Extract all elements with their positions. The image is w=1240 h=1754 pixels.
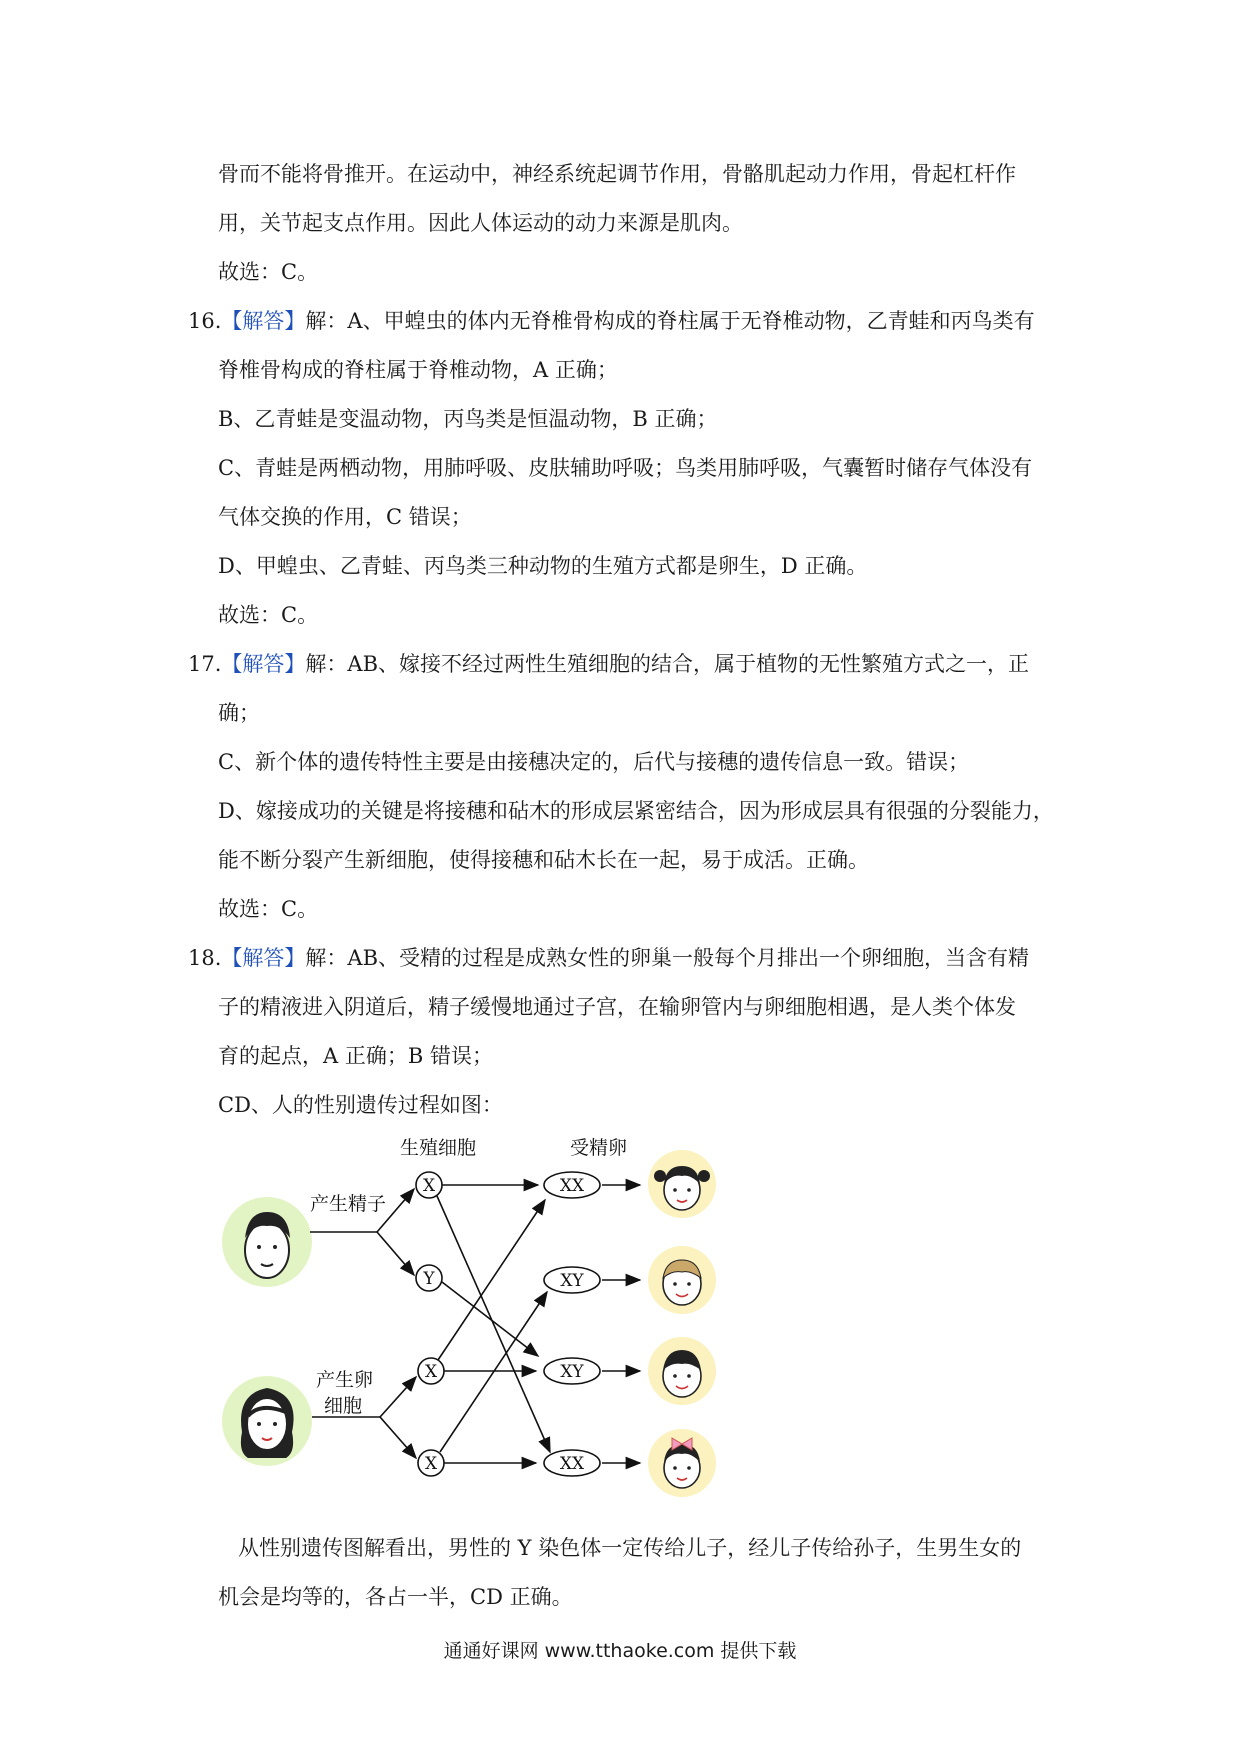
question-number: 18. bbox=[188, 946, 222, 970]
svg-text:XX: XX bbox=[559, 1176, 585, 1196]
answer-tag: 【解答】 bbox=[221, 309, 306, 333]
text-line: D、甲蝗虫、乙青蛙、丙鸟类三种动物的生殖方式都是卵生，D 正确。 bbox=[218, 554, 868, 578]
zygote-header: 受精卵 bbox=[570, 1137, 628, 1159]
text-line: 机会是均等的，各占一半，CD 正确。 bbox=[218, 1585, 573, 1609]
egg-cell-x bbox=[418, 1450, 444, 1476]
text-line: C、青蛙是两栖动物，用肺呼吸、皮肤辅助呼吸；鸟类用肺呼吸，气囊暂时储存气体没有 bbox=[218, 456, 1033, 480]
question-16-line bbox=[188, 307, 1035, 335]
question-17-line bbox=[188, 650, 1029, 678]
zygote-xx bbox=[544, 1172, 600, 1198]
text-line: 故选：C。 bbox=[218, 603, 319, 627]
text-line: B、乙青蛙是变温动物，丙鸟类是恒温动物，B 正确； bbox=[218, 407, 718, 431]
text-line: CD、人的性别遗传过程如图： bbox=[218, 1093, 503, 1117]
answer-tag: 【解答】 bbox=[221, 946, 306, 970]
text-line: 确； bbox=[218, 701, 260, 725]
text-line: 解：AB、嫁接不经过两性生殖细胞的结合，属于植物的无性繁殖方式之一，正 bbox=[305, 652, 1030, 676]
egg-cell-x bbox=[418, 1358, 444, 1384]
zygote-xx bbox=[544, 1450, 600, 1476]
text-line: 气体交换的作用，C 错误； bbox=[218, 505, 472, 529]
page-footer: 通通好课网 www.tthaoke.com 提供下载 bbox=[443, 1640, 797, 1662]
question-number: 17. bbox=[188, 652, 222, 676]
fertilization-arrows bbox=[437, 1185, 550, 1463]
svg-text:XY: XY bbox=[560, 1362, 584, 1382]
text-line: 从性别遗传图解看出，男性的 Y 染色体一定传给儿子，经儿子传给孙子，生男生女的 bbox=[238, 1536, 1022, 1560]
svg-text:X: X bbox=[424, 1454, 438, 1474]
svg-text:X: X bbox=[422, 1176, 436, 1196]
svg-text:Y: Y bbox=[423, 1269, 435, 1289]
germ-cells-header: 生殖细胞 bbox=[400, 1137, 477, 1159]
svg-text:X: X bbox=[424, 1362, 438, 1382]
text-line: 骨而不能将骨推开。在运动中，神经系统起调节作用，骨骼肌起动力作用，骨起杠杆作 bbox=[218, 162, 1016, 186]
zygote-xy bbox=[544, 1267, 600, 1293]
child-arrows bbox=[602, 1185, 640, 1463]
text-line: 子的精液进入阴道后，精子缓慢地通过子宫，在输卵管内与卵细胞相遇，是人类个体发 bbox=[218, 995, 1016, 1019]
text-line: 能不断分裂产生新细胞，使得接穗和砧木长在一起，易于成活。正确。 bbox=[218, 848, 869, 872]
girl-face-icon bbox=[648, 1429, 716, 1497]
sperm-cell-x bbox=[416, 1172, 442, 1198]
mother-label-line1: 产生卵 bbox=[316, 1369, 374, 1391]
mother-face-icon bbox=[222, 1376, 312, 1466]
text-line: 育的起点，A 正确；B 错误； bbox=[218, 1044, 493, 1068]
answer-tag: 【解答】 bbox=[221, 652, 306, 676]
svg-text:XX: XX bbox=[559, 1454, 585, 1474]
text-line: D、嫁接成功的关键是将接穗和砧木的形成层紧密结合，因为形成层具有很强的分裂能力， bbox=[218, 799, 1054, 823]
text-line: 用，关节起支点作用。因此人体运动的动力来源是肌肉。 bbox=[218, 211, 743, 235]
text-line: 故选：C。 bbox=[218, 897, 319, 921]
text-line: 解：A、甲蝗虫的体内无脊椎骨构成的脊柱属于无脊椎动物，乙青蛙和丙鸟类有 bbox=[305, 309, 1035, 333]
mother-label-line2: 细胞 bbox=[324, 1395, 363, 1417]
zygote-xy bbox=[544, 1358, 600, 1384]
question-number: 16. bbox=[188, 309, 222, 333]
text-line: C、新个体的遗传特性主要是由接穗决定的，后代与接穗的遗传信息一致。错误； bbox=[218, 750, 970, 774]
girl-face-icon bbox=[648, 1150, 716, 1218]
sex-inheritance-diagram bbox=[220, 1132, 760, 1512]
svg-text:XY: XY bbox=[560, 1271, 584, 1291]
sperm-cell-y bbox=[416, 1265, 442, 1291]
text-line: 故选：C。 bbox=[218, 260, 319, 284]
father-label: 产生精子 bbox=[310, 1193, 387, 1215]
parent-branch-lines bbox=[310, 1189, 416, 1458]
text-line: 解：AB、受精的过程是成熟女性的卵巢一般每个月排出一个卵细胞，当含有精 bbox=[305, 946, 1030, 970]
father-face-icon bbox=[222, 1197, 312, 1287]
text-line: 脊椎骨构成的脊柱属于脊椎动物，A 正确； bbox=[218, 358, 618, 382]
question-18-line bbox=[188, 944, 1029, 972]
boy-face-icon bbox=[648, 1246, 716, 1314]
boy-face-icon bbox=[648, 1337, 716, 1405]
